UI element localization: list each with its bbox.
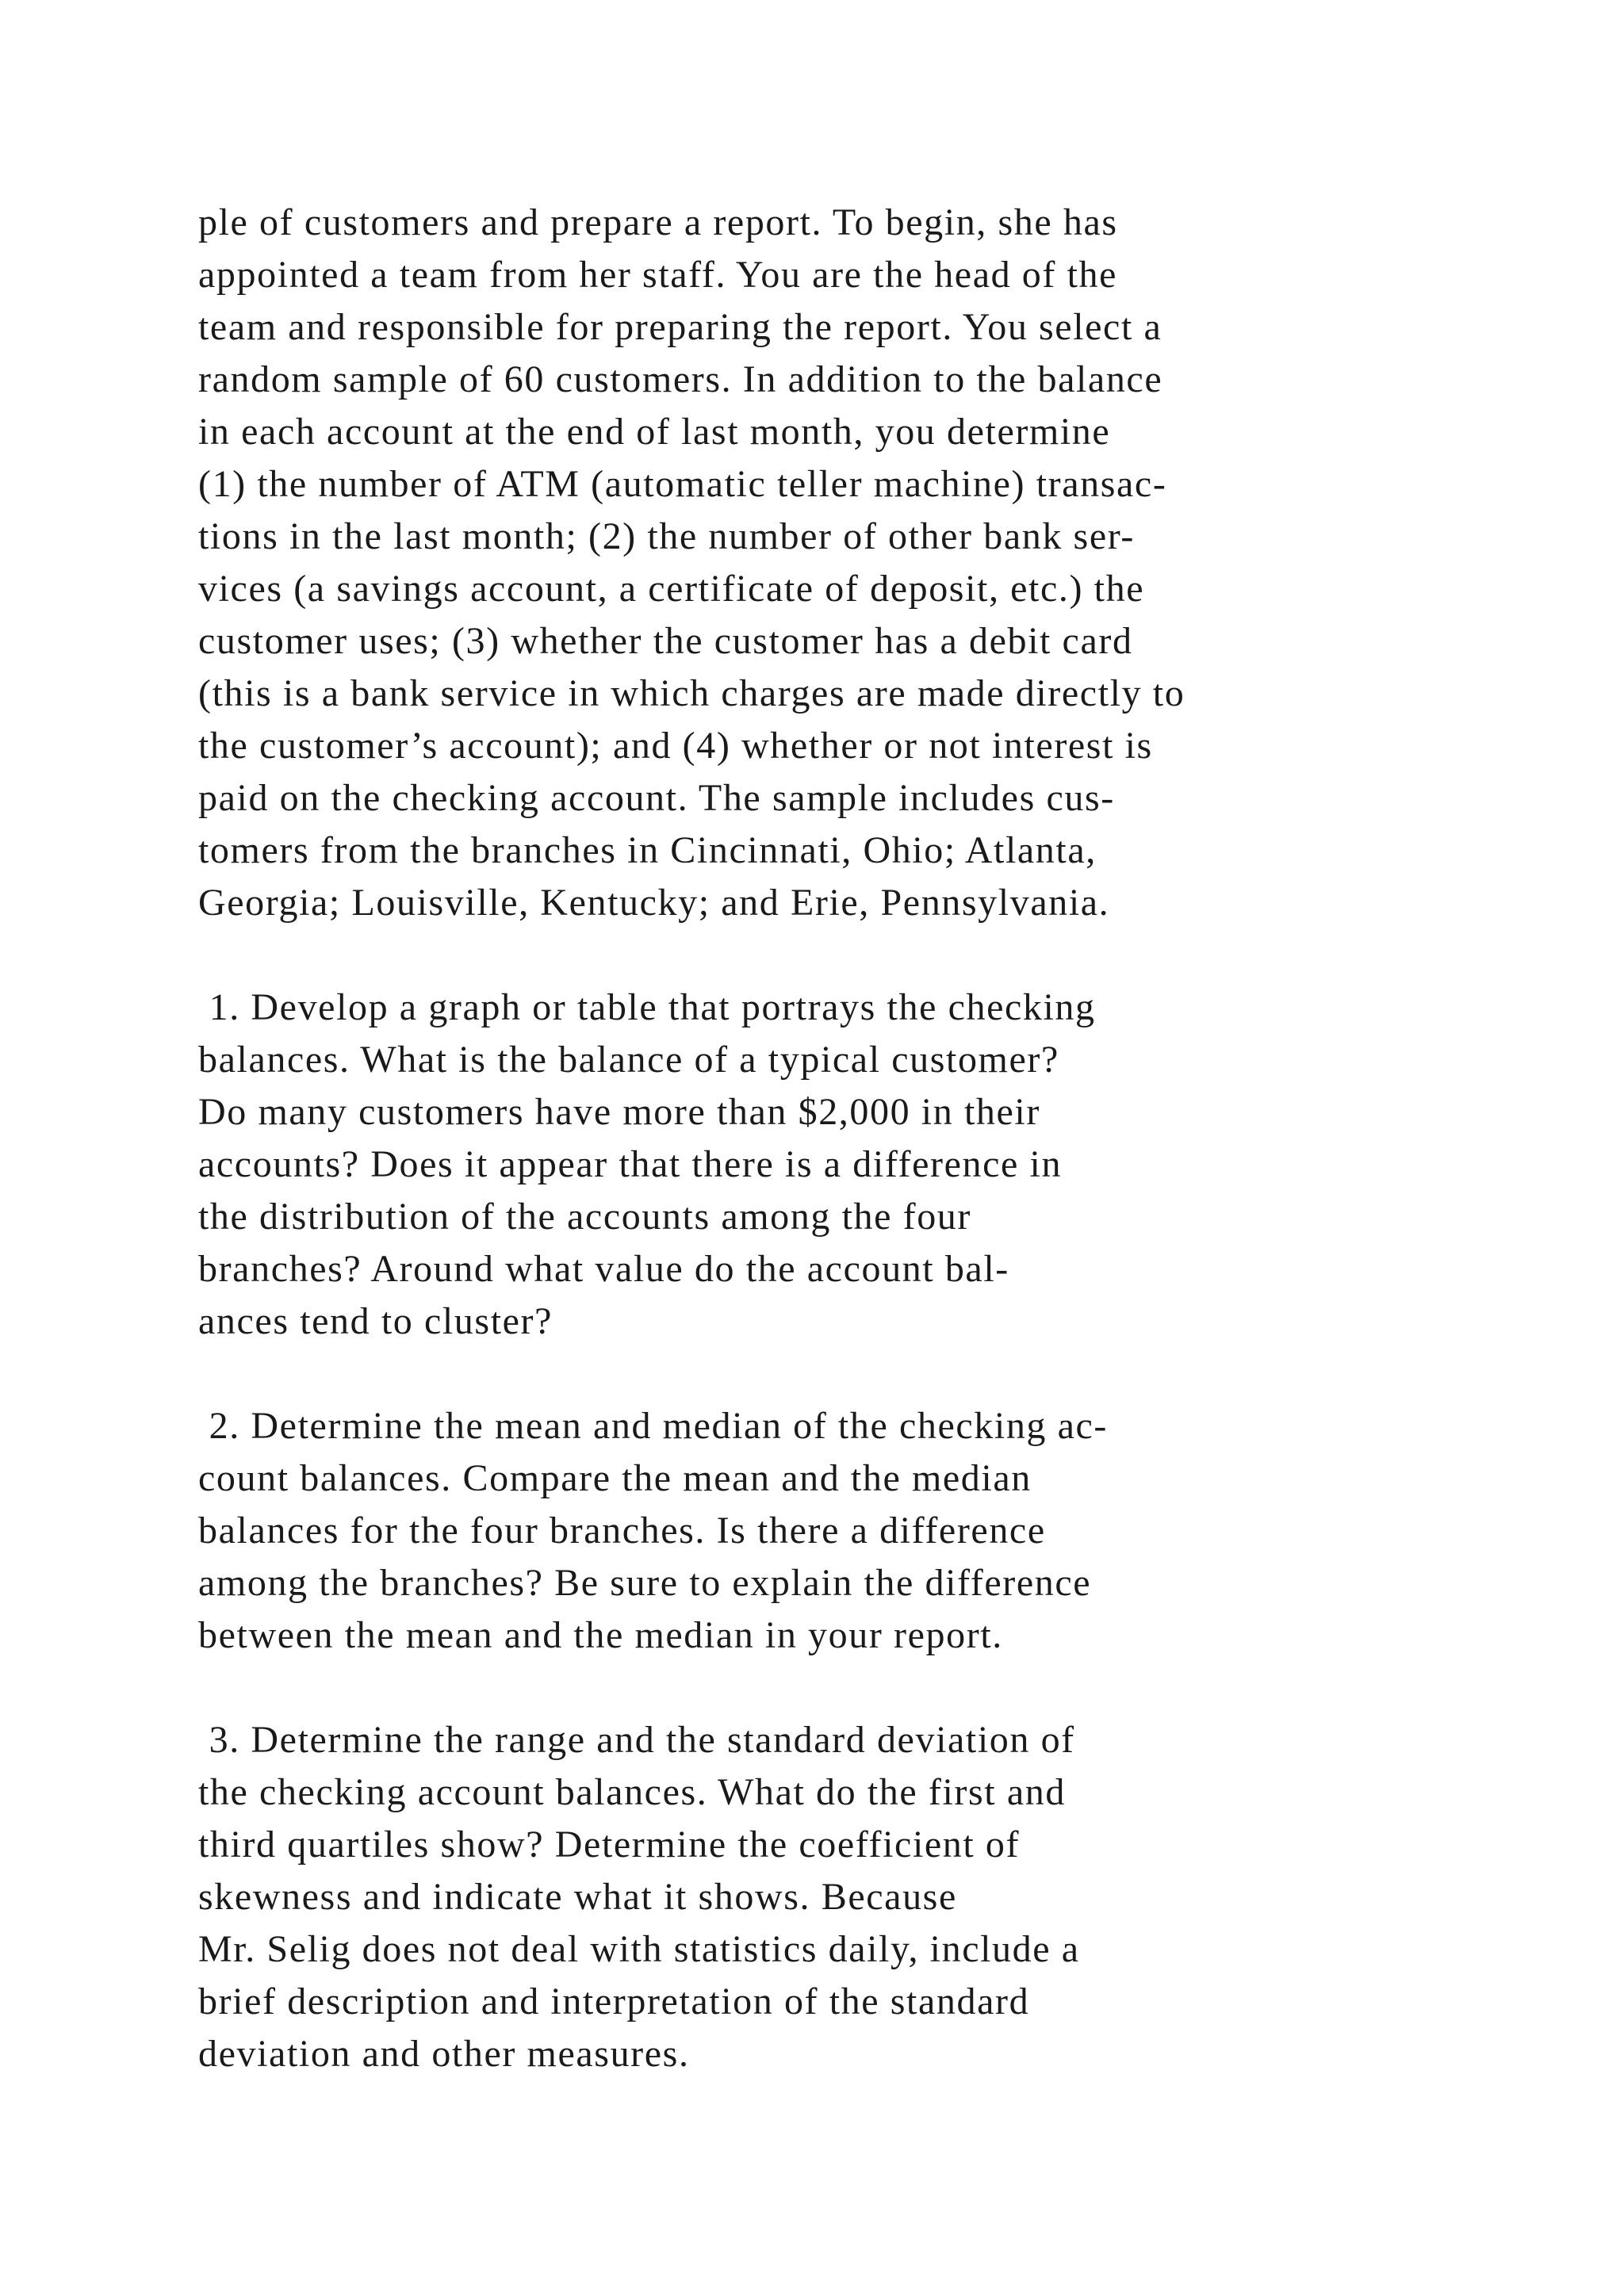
text-line: 1. Develop a graph or table that portrays the checking bbox=[198, 986, 1096, 1028]
text-line: between the mean and the median in your report. bbox=[198, 1614, 1003, 1656]
text-line: balances. What is the balance of a typical customer? bbox=[198, 1039, 1059, 1081]
text-line: Do many customers have more than $2,000 in their bbox=[198, 1091, 1040, 1133]
question-1 bbox=[198, 982, 1594, 1348]
text-line: Georgia; Louisville, Kentucky; and Erie, Pennsylvania. bbox=[198, 882, 1110, 924]
text-line: the distribution of the accounts among the four bbox=[198, 1196, 971, 1238]
text-line: balances for the four branches. Is there a difference bbox=[198, 1510, 1046, 1552]
document-body bbox=[198, 197, 1594, 2133]
intro-paragraph bbox=[198, 197, 1594, 929]
text-line: appointed a team from her staff. You are the head of the bbox=[198, 254, 1118, 296]
text-line: (this is a bank service in which charges are made directly to bbox=[198, 672, 1185, 714]
text-line: count balances. Compare the mean and the median bbox=[198, 1457, 1032, 1499]
text-line: among the branches? Be sure to explain the difference bbox=[198, 1562, 1092, 1604]
text-line: team and responsible for preparing the report. You select a bbox=[198, 306, 1162, 348]
text-line: random sample of 60 customers. In addition to the balance bbox=[198, 358, 1163, 400]
text-line: skewness and indicate what it shows. Because bbox=[198, 1876, 957, 1918]
text-line: deviation and other measures. bbox=[198, 2033, 690, 2075]
text-line: 3. Determine the range and the standard deviation of bbox=[198, 1719, 1075, 1761]
text-line: accounts? Does it appear that there is a difference in bbox=[198, 1143, 1063, 1185]
text-line: tomers from the branches in Cincinnati, Ohio; Atlanta, bbox=[198, 829, 1097, 871]
text-line: vices (a savings account, a certificate of deposit, etc.) the bbox=[198, 568, 1145, 610]
text-line: (1) the number of ATM (automatic teller machine) transac- bbox=[198, 463, 1167, 505]
text-line: ple of customers and prepare a report. To begin, she has bbox=[198, 201, 1118, 243]
text-line: in each account at the end of last month, you determine bbox=[198, 411, 1111, 453]
text-line: third quartiles show? Determine the coefficient of bbox=[198, 1823, 1021, 1866]
question-2 bbox=[198, 1400, 1594, 1662]
text-line: paid on the checking account. The sample includes cus- bbox=[198, 777, 1115, 819]
question-3 bbox=[198, 1714, 1594, 2080]
text-line: branches? Around what value do the account bal- bbox=[198, 1248, 1009, 1290]
text-line: customer uses; (3) whether the customer has a debit card bbox=[198, 620, 1133, 662]
text-line: ances tend to cluster? bbox=[198, 1300, 553, 1342]
text-line: tions in the last month; (2) the number of other bank ser- bbox=[198, 515, 1135, 557]
text-line: the customer’s account); and (4) whether or not interest is bbox=[198, 725, 1153, 767]
text-line: the checking account balances. What do the first and bbox=[198, 1771, 1066, 1813]
text-line: 2. Determine the mean and median of the checking ac- bbox=[198, 1405, 1109, 1447]
text-line: Mr. Selig does not deal with statistics daily, include a bbox=[198, 1928, 1080, 1970]
text-line: brief description and interpretation of the standard bbox=[198, 1980, 1030, 2022]
